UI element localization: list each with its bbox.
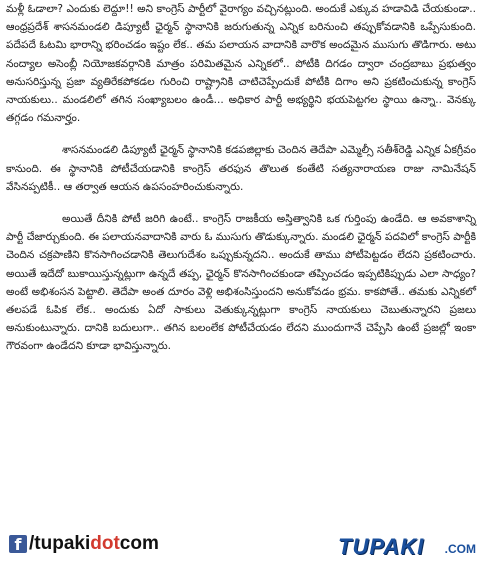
logo-wordmark: TUPAKI <box>338 534 425 559</box>
facebook-handle[interactable] <box>29 533 159 555</box>
article-body <box>6 0 476 356</box>
facebook-handle-suffix: com <box>119 533 159 554</box>
logo-domain: .COM <box>444 542 476 556</box>
article-paragraph: మళ్లీ ఓడాలా? ఎందుకు లెద్దూ!! అని కాంగ్రెస్ పార్టీలో వైరాగ్యం వచ్చినట్లుంది. అందుకే ఎక్కువ హడావిడి చేయకుండా.. ఆంధ్రప్రదేశ్ శాసనమండలి డిప్యూటీ ఛైర్మన్ స్థానానికి జరుగుతున్న ఎన్నిక బరినుంచి తప్పుకోవడానికి ఒప్పేసుకుంది. పదేపదే ఓటమి భారాన్ని భరించడం ఇష్టం లేక.. తమ పలాయన వాదానికి వారొక అందమైన ముసుగు తొడిగారు. అటు నంద్యాల అసెంబ్లీ నియోజకవర్గానికి మాత్రం పరిమితమైన ఎన్నికలో.. పోటీకి దిగడం ద్వారా చంద్రబాబు ప్రభుత్వం అనుసరిస్తున్న ప్రజా వ్యతిరేకపోకడల గురించి రాష్ట్రానికి చాటిచెప్పేందుకే పోటీకి దిగాం అని ప్రకటించుకున్న కాంగ్రెస్ నాయకులు.. మండలిలో తగిన సంఖ్యాబలం ఉండీ... అధికార పార్టీ అభ్యర్థిని భయపెట్టగల స్థాయి ఉన్నా.. వెనక్కు తగ్గడం గమనార్హం. <box>6 3 476 125</box>
tupaki-logo[interactable] <box>338 532 478 560</box>
footer <box>0 532 482 566</box>
facebook-handle-dot: dot <box>90 533 120 554</box>
facebook-handle-prefix: /tupaki <box>29 533 91 554</box>
article-paragraph: అయితే దీనికి పోటీ జరిగి ఉంటే.. కాంగ్రెస్ రాజకీయ అస్తిత్వానికి ఒక గుర్తింపు ఉండేది. ఆ అవకాశాన్ని పార్టీ చేజార్చుకుంది. ఈ పలాయనవాదానికి వారు ఓ ముసుగు తొడుక్కున్నారు. మండలి ఛైర్మన్ పదవిలో కాంగ్రెస్ పార్టీకి చెందిన చక్రపాణిని కొనసాగించడానికి తెలుగుదేశం ఒప్పుకున్నదని.. అందుకే తాము పోటీపెట్టడం లేదని ప్రకటించారు. అయితే ఇదేదో బుకాయిస్తున్నట్లుగా ఉన్నదే తప్ప, ఛైర్మన్ కొనసాగించకుండా తప్పించడం ఇప్పటికిప్పుడు ఎలా సాధ్యం? అంటే అభిశంసన పెట్టాలి. తెదేపా అంత దూరం వెళ్లి అభిశంసిస్తుందని అనుకోవడం భ్రమ. కాకపోతే.. తమకు ఎన్నికలో తలపడే ఓపిక లేక.. అందుకు ఏదో సాకులు వెతుక్కున్నట్లుగా కాంగ్రెస్ నాయకులు చెబుతున్నారని ప్రజలు అనుకుంటున్నారు. దానికి బదులుగా.. తగిన బలంలేక పోటీచేయడం లేదని ముందుగానే చెప్పేసి ఉంటే ప్రజల్లో ఇంకా గౌరవంగా ఉండేదని కూడా భావిస్తున్నారు. <box>6 213 476 353</box>
facebook-icon[interactable]: f <box>9 535 27 553</box>
article-paragraph: శాసనమండలి డిప్యూటీ ఛైర్మన్ స్థానానికి కడపజిల్లాకు చెందిన తెదేపా ఎమ్మెల్సీ సతీశ్‌రెడ్డి ఎన్నిక ఏకగ్రీవం కానుంది. ఈ స్థానానికి పోటీచేయడానికి కాంగ్రెస్ తరఫున తొలుత కంతేటి సత్యనారాయణ రాజు నామినేషన్ వేసినప్పటికీ.. ఆ తర్వాత ఆయన ఉపసంహరించుకున్నారు. <box>6 144 476 193</box>
